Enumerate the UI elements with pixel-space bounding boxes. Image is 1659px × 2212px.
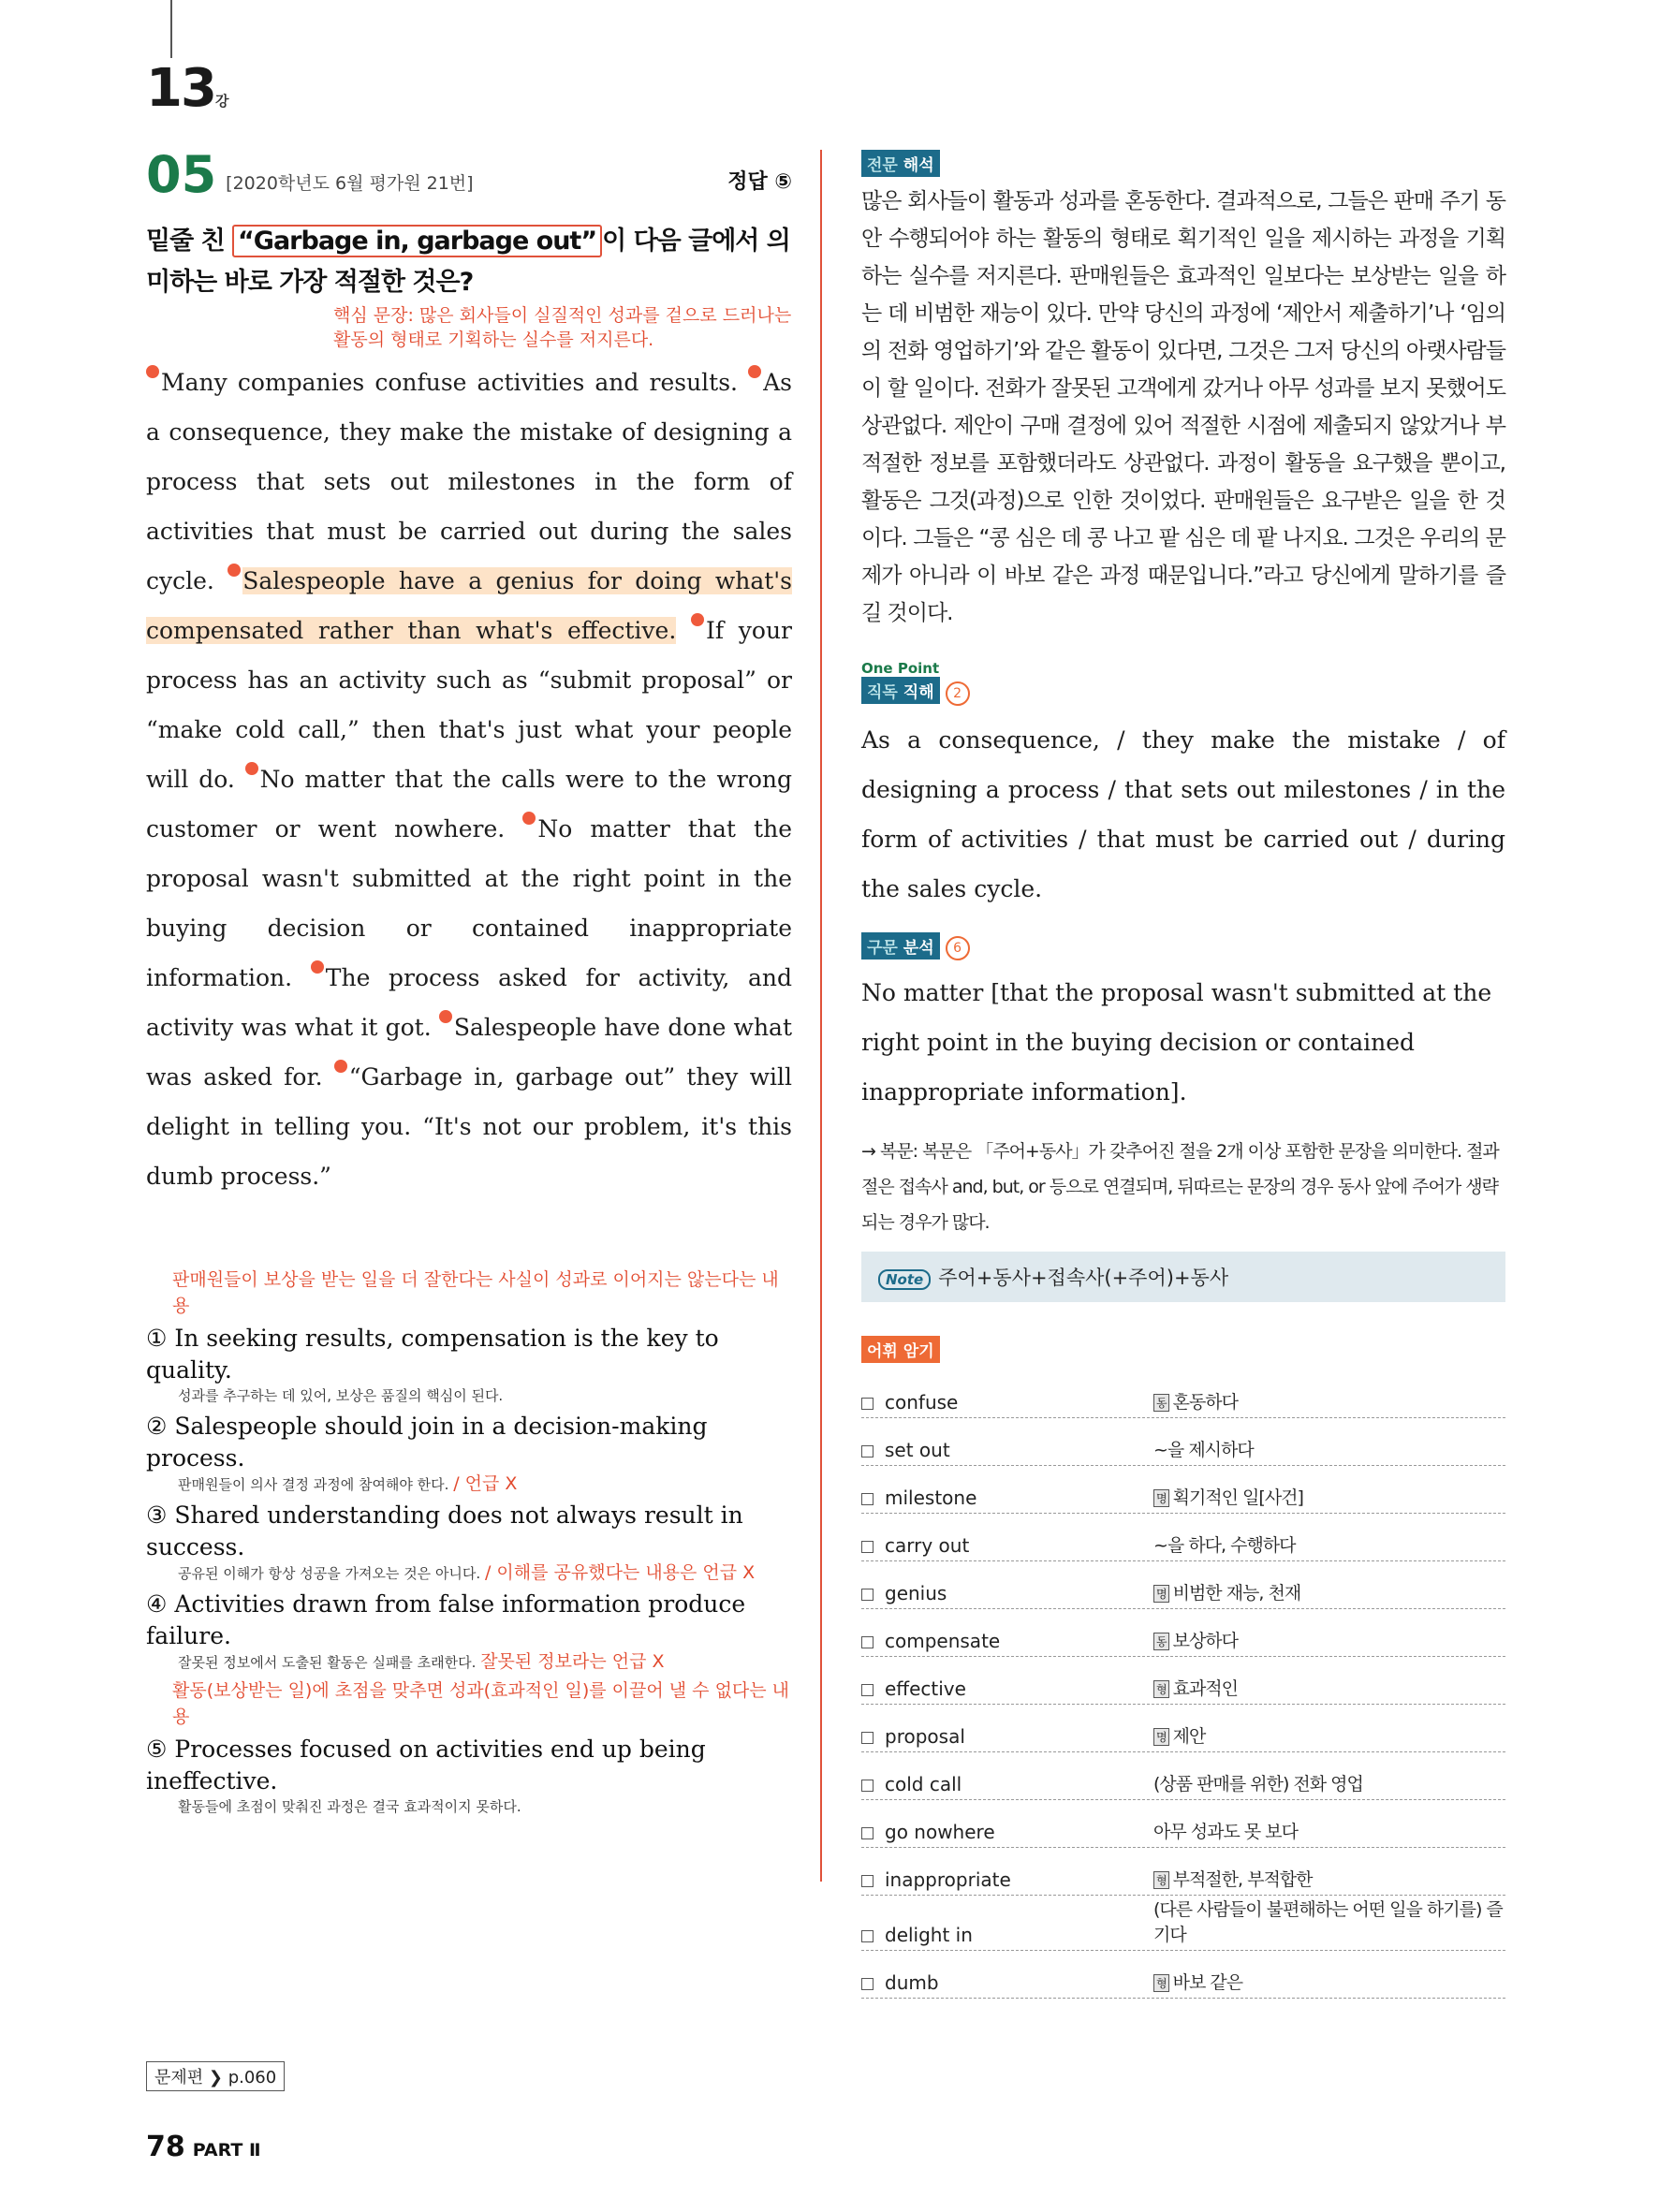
checkbox-icon[interactable] [861,1589,874,1601]
option-2-translation: 판매원들이 의사 결정 과정에 참여해야 한다. / 언급 X [178,1473,518,1494]
translation-text: 많은 회사들이 활동과 성과를 혼동한다. 결과적으로, 그들은 판매 주기 동안 수행되어야 하는 활동의 형태로 획기적인 일을 제시하는 과정을 기획하는 실수를 저지른다. 판매원들은 효과적인 일보다는 보상받는 일을 하는 데 비범한 재능이 있다. 만약 당신의 과정에 ‘제안서 제출하기’나 ‘임의의 전화 영업하기’와 같은 활동이 있다면, 그것은 그저 당신의 아랫사람들이 할 일이다. 전화가 잘못된 고객에게 갔거나 아무 성과를 보지 못했어도 상관없다. 제안이 구매 결정에 있어 적절한 시점에 제출되지 않았거나 부적절한 정보를 포함했더라도 상관없다. 과정이 활동을 요구했을 뿐이고, 활동은 그것(과정)으로 인한 것이었다. 판매원들은 요구받은 일을 한 것이다. 그들은 “콩 심은 데 콩 나고 팥 심은 데 팥 나지요. 그것은 우리의 문제가 아니라 이 바보 같은 과정 때문입니다.”라고 당신에게 말하기를 즐길 것이다. [861,189,1505,625]
vocab-row [861,1657,1505,1705]
checkbox-icon[interactable] [861,1398,874,1410]
one-point-section [861,660,1505,914]
column-divider [820,150,822,1882]
part-of-speech-badge: 동 [1153,1633,1169,1650]
vocab-word: carry out [861,1534,1153,1557]
vocab-row [861,1609,1505,1657]
option-3-translation: 공유된 이해가 항상 성공을 가져오는 것은 아니다. / 이해를 공유했다는 내용은 언급 X [178,1562,756,1583]
page-footer [146,2131,261,2163]
passage-sentence-8: Salespeople have done what was asked for. [146,1014,792,1091]
vocab-row [861,1951,1505,1999]
passage-sentence-4: If your process has an activity such as “submit proposal” or “make cold call,” then that's just what your people will do. [146,617,793,793]
checkbox-icon[interactable] [861,1541,874,1553]
header-rule [170,0,172,58]
vocab-row [861,1418,1505,1466]
checkbox-icon[interactable] [861,1978,874,1990]
workbook-reference: 문제편 ❯ p.060 [146,2061,285,2091]
vocab-row [861,1752,1505,1800]
option-1-translation: 성과를 추구하는 데 있어, 보상은 품질의 핵심이 된다. [178,1387,504,1404]
passage-sentence-9: “Garbage in, garbage out” they will delight in telling you. “It's not our problem, it's this dumb process.” [146,1063,792,1190]
answer-label: 정답 ⑤ [727,170,792,194]
explanation-column [861,150,1505,1999]
part-of-speech-badge: 명 [1153,1489,1169,1507]
option-2[interactable]: ② Salespeople should join in a decision-making process. [146,1413,708,1472]
part-of-speech-badge: 명 [1153,1585,1169,1603]
sentence-marker-icon [334,1060,347,1073]
vocab-meaning: 형 부적절한, 부적합한 [1153,1866,1505,1891]
sentence-marker-icon [439,1010,452,1023]
option-5-translation: 활동들에 초점이 맞춰진 과정은 결국 효과적이지 못하다. [178,1798,521,1815]
question-number: 05 [146,145,217,204]
part-of-speech-badge: 형 [1153,1871,1169,1889]
vocab-meaning: 형 효과적인 [1153,1675,1505,1700]
vocab-word: genius [861,1582,1153,1604]
vocab-row [861,1370,1505,1418]
checkbox-icon[interactable] [861,1636,874,1648]
vocab-word: set out [861,1439,1153,1461]
direct-reading-tag: 직독 직해 [861,677,940,704]
passage [146,358,792,1201]
sentence-marker-icon [522,812,536,825]
checkbox-icon[interactable] [861,1827,874,1839]
vocab-meaning: 아무 성과도 못 보다 [1153,1822,1298,1842]
vocab-section [861,1336,1505,1999]
passage-sentence-6: No matter that the proposal wasn't submitted at the right point in the buying decision or contained inappropriate information. [146,815,793,991]
answer-options [146,1267,792,1816]
vocab-meaning: ~을 하다, 수행하다 [1153,1535,1296,1556]
question-source: [2020학년도 6월 평가원 21번] [226,173,474,194]
vocab-meaning: (다른 사람들이 불편해하는 어떤 일을 하기를) 즐기다 [1153,1899,1503,1945]
sentence-marker-icon [245,762,258,775]
vocab-row [861,1514,1505,1561]
vocab-row [861,1848,1505,1896]
vocab-word: milestone [861,1487,1153,1509]
passage-sentence-2: As a consequence, they make the mistake of designing a process that sets out milestones in the form of activities that must be carried out during the sales cycle. [146,369,792,594]
page-number: 78 [146,2131,185,2163]
vocab-meaning: (상품 판매를 위한) 전화 영업 [1153,1774,1363,1795]
sentence-marker-icon [146,365,159,378]
vocab-word: effective [861,1677,1153,1700]
part-of-speech-badge: 형 [1153,1974,1169,1992]
one-point-label: One Point [861,660,940,677]
note-label: Note [878,1269,931,1290]
vocab-meaning: 명 제안 [1153,1722,1505,1748]
vocab-meaning: 형 바보 같은 [1153,1969,1505,1994]
note-box [861,1252,1505,1302]
translation-tag: 전문 해석 [861,150,940,177]
structure-explanation: → 복문: 복문은 「주어+동사」가 갖추어진 절을 2개 이상 포함한 문장을 의미한다. 절과 절은 접속사 and, but, or 등으로 연결되며, 뒤따르는 문장의 경우 동사 앞에 주어가 생략되는 경우가 많다. [861,1141,1499,1233]
checkbox-icon[interactable] [861,1780,874,1792]
structure-tag: 구문 분석 [861,932,940,960]
vocab-word: compensate [861,1630,1153,1652]
vocab-row [861,1561,1505,1609]
options-note: 판매원들이 보상을 받는 일을 더 잘한다는 사실이 성과로 이어지는 않는다는 내용 [172,1269,779,1316]
vocab-meaning: 명 획기적인 일[사건] [1153,1484,1505,1509]
lesson-number: 13강 [146,58,229,119]
question-header [146,145,792,204]
structure-sentence: No matter [that the proposal wasn't submitted at the right point in the buying decision or contained inappropriate information]. [861,979,1492,1106]
vocab-meaning: 동 혼동하다 [1153,1388,1505,1414]
question-column [146,145,793,1822]
sentence-marker-icon [311,960,324,974]
vocab-word: dumb [861,1971,1153,1994]
part-of-speech-badge: 형 [1153,1680,1169,1698]
direct-reading-text: As a consequence, / they make the mistake / of designing a process / that sets out milestones / in the form of activities / that must be carried out / during the sales cycle. [861,725,1505,902]
vocab-word: go nowhere [861,1821,1153,1843]
passage-sentence-7: The process asked for activity, and activity was what it got. [146,964,793,1041]
vocab-row [861,1800,1505,1848]
sentence-number-badge: 2 [946,681,970,706]
checkbox-icon[interactable] [861,1445,874,1458]
vocab-list [861,1370,1505,1999]
vocab-row [861,1705,1505,1752]
sentence-marker-icon [228,564,241,577]
vocab-word: delight in [861,1924,1153,1946]
part-label: PART Ⅱ [192,2140,261,2161]
vocab-meaning: 동 보상하다 [1153,1627,1505,1652]
option-4-translation: 잘못된 정보에서 도출된 활동은 실패를 초래한다. 잘못된 정보라는 언급 X [178,1651,665,1672]
vocab-word: proposal [861,1725,1153,1748]
note-text: 주어+동사+접속사(+주어)+동사 [938,1267,1229,1289]
part-of-speech-badge: 명 [1153,1728,1169,1746]
vocab-tag: 어휘 암기 [861,1336,940,1363]
checkbox-icon[interactable] [861,1493,874,1505]
part-of-speech-badge: 동 [1153,1394,1169,1412]
key-sentence-note: 핵심 문장: 많은 회사들이 실질적인 성과를 겉으로 드러나는 활동의 형태로 기획하는 실수를 저지른다. [333,305,792,350]
vocab-word: confuse [861,1391,1153,1414]
vocab-row [861,1896,1505,1951]
option-5-note: 활동(보상받는 일)에 초점을 맞추면 성과(효과적인 일)를 이끌어 낼 수 없다는 내용 [172,1680,790,1727]
lesson-suffix: 강 [214,93,229,110]
prompt-quote: “Garbage in, garbage out” [232,225,602,257]
translation-section [861,150,1505,632]
checkbox-icon[interactable] [861,1930,874,1942]
question-prompt: 밑줄 친 “Garbage in, garbage out” 이 다음 글에서 의미하는 바로 가장 적절한 것은? [146,227,790,297]
sentence-marker-icon [748,365,761,378]
vocab-row [861,1466,1505,1514]
option-4[interactable]: ④ Activities drawn from false information produce failure. [146,1590,746,1649]
passage-sentence-1: Many companies confuse activities and results. [161,369,738,396]
sentence-marker-icon [691,613,704,626]
vocab-meaning: ~을 제시하다 [1153,1440,1254,1460]
vocab-word: inappropriate [861,1868,1153,1891]
passage-sentence-3: Salespeople have a genius for doing what's compensated rather than what's effective. [146,567,792,644]
checkbox-icon[interactable] [861,1875,874,1887]
vocab-meaning: 명 비범한 재능, 천재 [1153,1579,1505,1604]
option-5[interactable]: ⑤ Processes focused on activities end up being ineffective. [146,1736,706,1795]
sentence-number-badge: 6 [946,936,970,960]
vocab-word: cold call [861,1773,1153,1795]
option-1[interactable]: ① In seeking results, compensation is the key to quality. [146,1325,719,1384]
option-3[interactable]: ③ Shared understanding does not always result in success. [146,1502,743,1560]
checkbox-icon[interactable] [861,1684,874,1696]
checkbox-icon[interactable] [861,1732,874,1744]
structure-section [861,932,1505,1303]
passage-sentence-5: No matter that the calls were to the wrong customer or went nowhere. [146,766,792,842]
